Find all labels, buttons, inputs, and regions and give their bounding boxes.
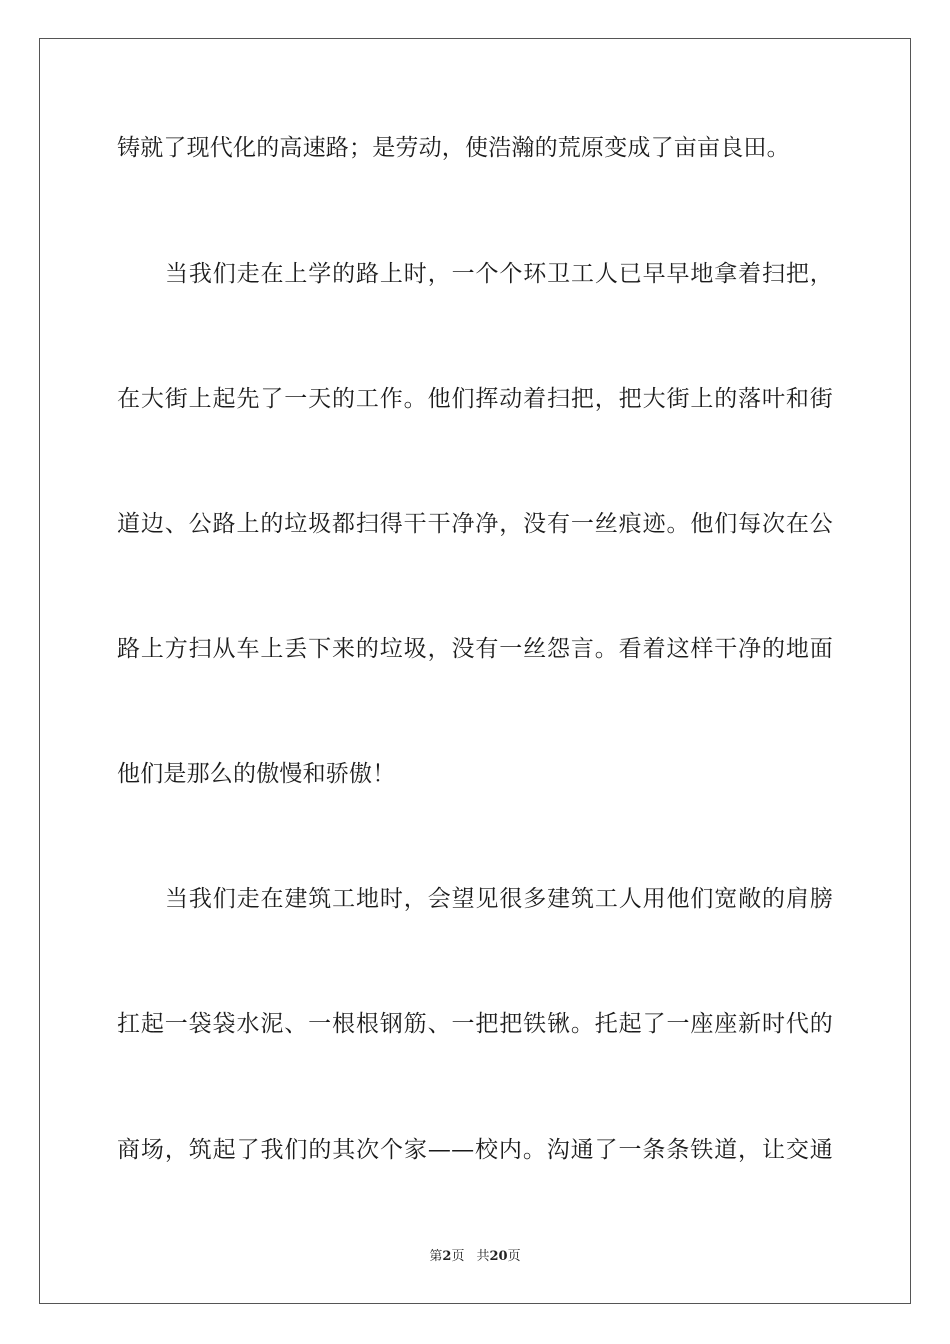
total-suffix: 页	[507, 1249, 521, 1264]
text-line: 他们是那么的傲慢和骄傲！	[117, 761, 396, 787]
text-line: 路上方扫从车上丢下来的垃圾，没有一丝怨言。看着这样干净的地面	[117, 636, 833, 662]
page-number: 2	[442, 1249, 452, 1264]
total-pages: 20	[489, 1249, 508, 1264]
text-line: 在大街上起先了一天的工作。他们挥动着扫把，把大街上的落叶和街	[117, 386, 833, 412]
text-line: 扛起一袋袋水泥、一根根钢筋、一把把铁锹。托起了一座座新时代的	[117, 1011, 833, 1037]
page-suffix: 页	[451, 1249, 465, 1264]
page-footer	[0, 1248, 950, 1266]
text-line: 当我们走在上学的路上时，一个个环卫工人已早早地拿着扫把，	[165, 261, 833, 287]
total-prefix: 共	[476, 1249, 490, 1264]
page-border	[39, 38, 911, 1304]
text-line: 道边、公路上的垃圾都扫得干干净净，没有一丝痕迹。他们每次在公	[117, 511, 833, 537]
text-line: 铸就了现代化的高速路；是劳动，使浩瀚的荒原变成了亩亩良田。	[117, 135, 790, 161]
page-prefix: 第	[429, 1249, 443, 1264]
text-line: 商场，筑起了我们的其次个家——校内。沟通了一条条铁道，让交通	[117, 1137, 833, 1163]
text-line: 当我们走在建筑工地时，会望见很多建筑工人用他们宽敞的肩膀	[165, 886, 833, 912]
